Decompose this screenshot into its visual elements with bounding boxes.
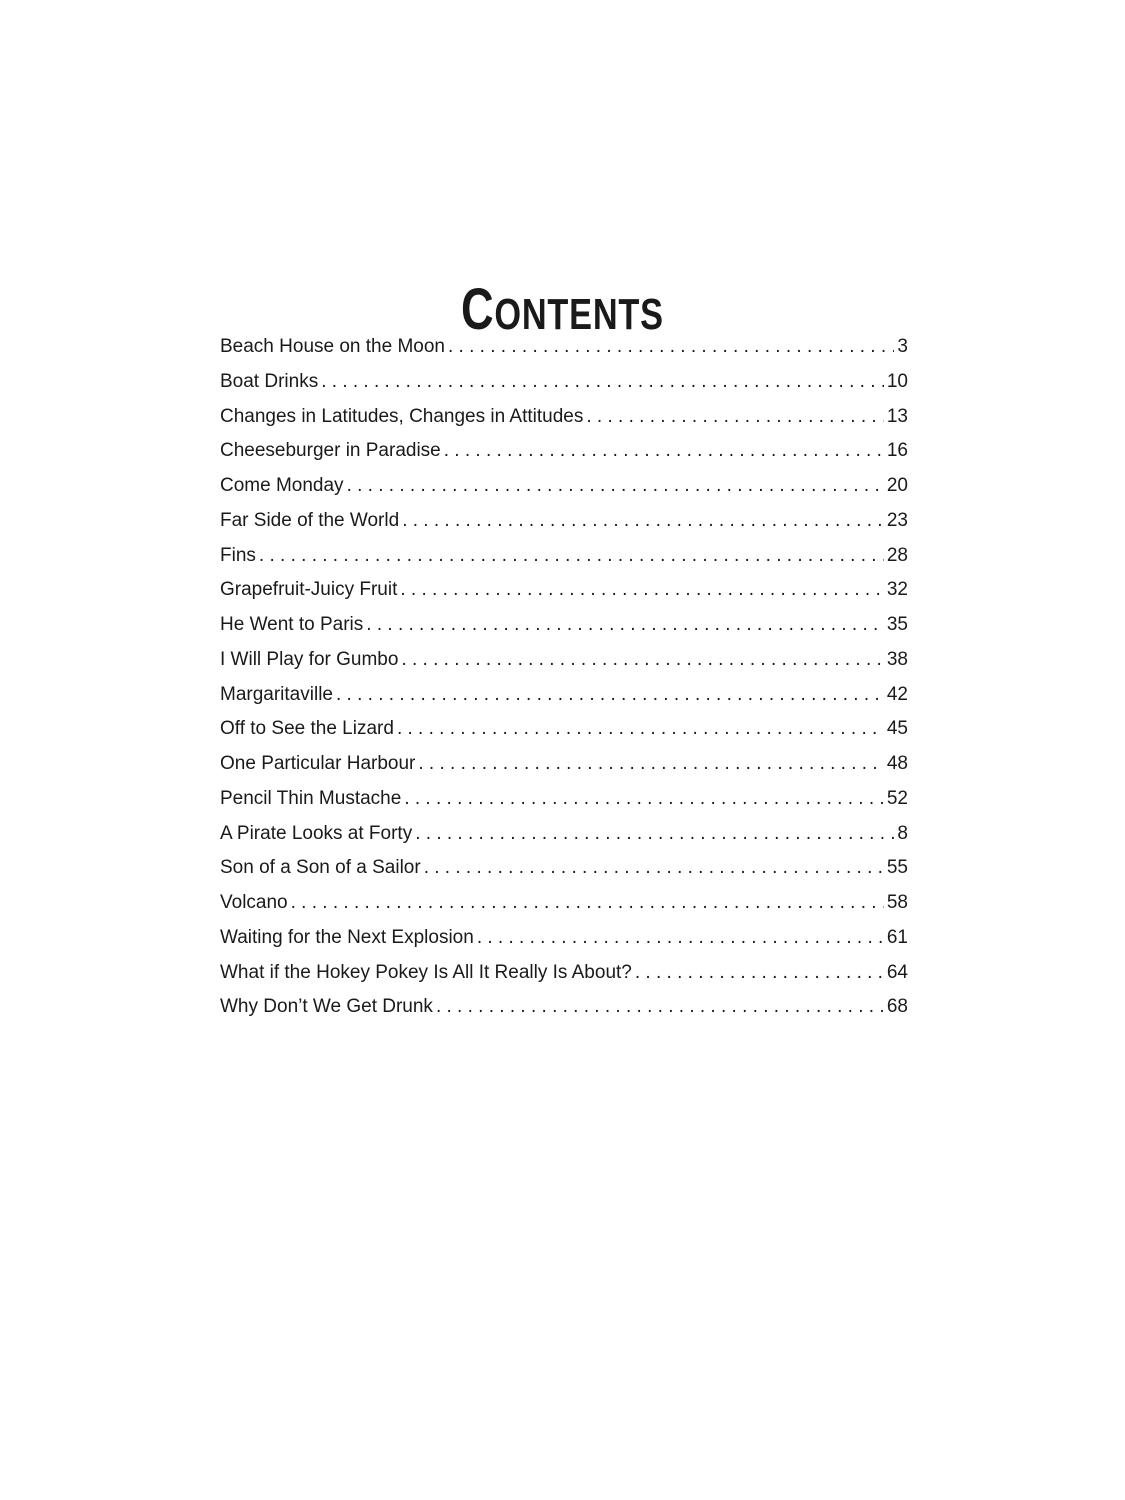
toc-entry xyxy=(220,990,908,1025)
toc-dot-leader xyxy=(397,712,884,746)
toc-entry-title: One Particular Harbour xyxy=(220,753,416,774)
toc-entry-title: What if the Hokey Pokey Is All It Really Is About? xyxy=(220,961,632,983)
toc-entry xyxy=(220,678,908,713)
toc-entry-page: 52 xyxy=(886,787,908,809)
toc-dot-leader xyxy=(347,469,884,503)
toc-entry-title: Cheeseburger in Paradise xyxy=(220,440,441,462)
toc-dot-leader xyxy=(444,434,884,468)
toc-entry-page: 45 xyxy=(886,718,908,740)
toc-entry xyxy=(220,886,908,921)
toc-entry-title: Son of a Son of a Sailor xyxy=(220,857,421,879)
toc-entry-title: Far Side of the World xyxy=(220,509,400,531)
toc-entry xyxy=(220,365,908,400)
toc-entry-page: 48 xyxy=(886,753,908,774)
toc-dot-leader xyxy=(291,886,884,920)
toc-entry-title: He Went to Paris xyxy=(220,614,364,635)
toc-entry-page: 3 xyxy=(897,336,908,357)
toc-entry-page: 8 xyxy=(897,822,908,844)
toc-entry xyxy=(220,851,908,886)
toc-dot-leader xyxy=(401,643,883,677)
toc-entry-page: 35 xyxy=(886,614,908,635)
toc-dot-leader xyxy=(336,678,884,712)
toc-entry-title: Beach House on the Moon xyxy=(220,336,445,357)
toc-entry xyxy=(220,330,908,365)
toc-dot-leader xyxy=(400,573,883,607)
toc-entry-page: 68 xyxy=(886,996,908,1018)
toc-entry xyxy=(220,747,908,782)
toc-entry xyxy=(220,608,908,643)
toc-dot-leader xyxy=(477,921,884,955)
toc-entry xyxy=(220,434,908,469)
toc-entry-title: Changes in Latitudes, Changes in Attitudes xyxy=(220,405,584,427)
page-title-rest: ONTENTS xyxy=(494,289,664,339)
toc-entry-title: Grapefruit-Juicy Fruit xyxy=(220,579,398,601)
toc-dot-leader xyxy=(366,608,884,642)
toc-entry-page: 64 xyxy=(886,961,908,983)
toc-dot-leader xyxy=(259,539,884,573)
toc-entry-title: Fins xyxy=(220,544,256,566)
toc-entry-page: 13 xyxy=(886,405,908,427)
toc-entry xyxy=(220,400,908,435)
table-of-contents xyxy=(220,330,908,1025)
toc-entry-title: Waiting for the Next Explosion xyxy=(220,926,474,948)
toc-entry xyxy=(220,712,908,747)
toc-entry xyxy=(220,469,908,504)
toc-dot-leader xyxy=(404,782,884,816)
toc-entry-title: Pencil Thin Mustache xyxy=(220,787,402,809)
toc-entry-page: 20 xyxy=(886,475,908,496)
toc-entry-page: 58 xyxy=(886,892,908,913)
toc-entry xyxy=(220,539,908,574)
toc-dot-leader xyxy=(436,990,884,1024)
toc-entry-page: 42 xyxy=(886,683,908,705)
toc-entry-page: 38 xyxy=(886,648,908,670)
toc-entry-title: Come Monday xyxy=(220,475,344,496)
toc-dot-leader xyxy=(418,747,883,781)
toc-entry-page: 16 xyxy=(886,440,908,462)
toc-entry-page: 23 xyxy=(886,509,908,531)
toc-entry-title: Boat Drinks xyxy=(220,370,319,392)
toc-entry xyxy=(220,573,908,608)
toc-entry xyxy=(220,643,908,678)
toc-entry-title: I Will Play for Gumbo xyxy=(220,648,399,670)
toc-dot-leader xyxy=(586,400,884,434)
toc-dot-leader xyxy=(635,956,884,990)
toc-entry-title: Why Don’t We Get Drunk xyxy=(220,996,433,1018)
toc-dot-leader xyxy=(415,817,894,851)
toc-entry-title: Volcano xyxy=(220,892,288,913)
toc-entry xyxy=(220,504,908,539)
toc-entry-title: A Pirate Looks at Forty xyxy=(220,822,413,844)
toc-dot-leader xyxy=(424,851,884,885)
toc-entry-title: Off to See the Lizard xyxy=(220,718,394,740)
toc-dot-leader xyxy=(321,365,884,399)
toc-entry-title: Margaritaville xyxy=(220,683,333,705)
toc-entry xyxy=(220,782,908,817)
toc-entry xyxy=(220,956,908,991)
page-title-initial: C xyxy=(460,276,495,342)
toc-entry-page: 61 xyxy=(886,926,908,948)
toc-dot-leader xyxy=(448,330,894,364)
toc-entry-page: 32 xyxy=(886,579,908,601)
toc-entry-page: 55 xyxy=(886,857,908,879)
toc-dot-leader xyxy=(402,504,884,538)
toc-entry-page: 28 xyxy=(886,544,908,566)
toc-entry xyxy=(220,921,908,956)
toc-entry xyxy=(220,817,908,852)
toc-entry-page: 10 xyxy=(886,370,908,392)
